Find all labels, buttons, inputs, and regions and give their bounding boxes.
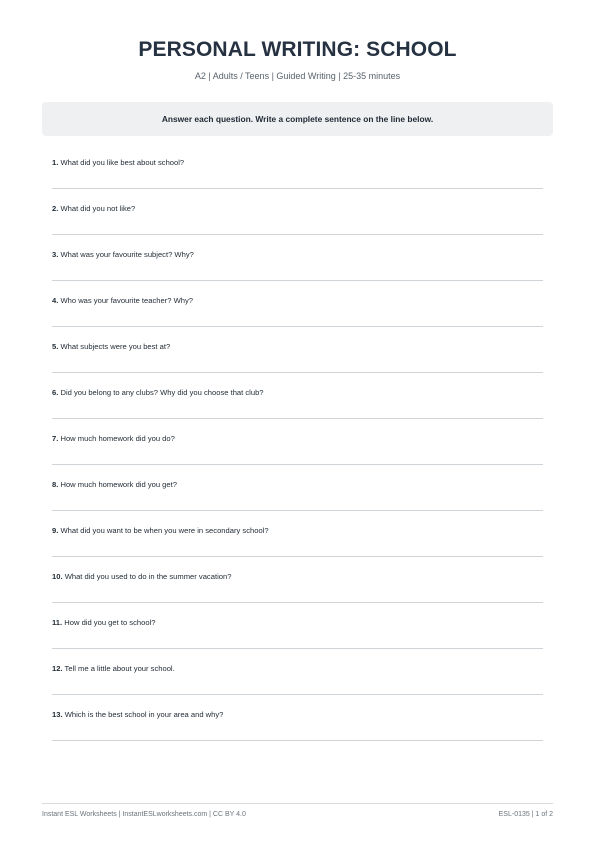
question-number: 9. <box>52 526 59 535</box>
question-prompt: What did you like best about school? <box>60 158 185 167</box>
answer-line[interactable] <box>52 372 543 373</box>
question-text <box>52 572 231 581</box>
question-item <box>52 650 543 696</box>
question-prompt: Who was your favourite teacher? Why? <box>60 296 193 305</box>
question-item <box>52 374 543 420</box>
question-prompt: Did you belong to any clubs? Why did you choose that club? <box>60 388 264 397</box>
question-text <box>52 480 177 489</box>
question-item <box>52 328 543 374</box>
question-prompt: Tell me a little about your school. <box>64 664 175 673</box>
question-item <box>52 190 543 236</box>
question-item <box>52 558 543 604</box>
page-subtitle: A2 | Adults / Teens | Guided Writing | 25-35 minutes <box>194 71 401 81</box>
answer-line[interactable] <box>52 602 543 603</box>
footer-page-info: ESL-0135 | 1 of 2 <box>498 811 553 818</box>
instruction-box <box>42 102 553 136</box>
question-item <box>52 604 543 650</box>
question-item <box>52 696 543 742</box>
question-prompt: What subjects were you best at? <box>60 342 171 351</box>
question-prompt: What did you not like? <box>60 204 136 213</box>
question-text <box>52 664 175 673</box>
question-prompt: What was your favourite subject? Why? <box>60 250 194 259</box>
question-number: 10. <box>52 572 63 581</box>
question-item <box>52 466 543 512</box>
question-number: 12. <box>52 664 63 673</box>
question-item <box>52 420 543 466</box>
question-item <box>52 512 543 558</box>
question-number: 5. <box>52 342 59 351</box>
question-text <box>52 526 269 535</box>
question-text <box>52 250 194 259</box>
question-number: 13. <box>52 710 63 719</box>
question-number: 7. <box>52 434 59 443</box>
question-number: 6. <box>52 388 59 397</box>
question-prompt: Which is the best school in your area and why? <box>64 710 224 719</box>
page-title: PERSONAL WRITING: SCHOOL <box>138 38 457 61</box>
question-number: 4. <box>52 296 59 305</box>
question-prompt: How much homework did you get? <box>60 480 177 489</box>
answer-line[interactable] <box>52 510 543 511</box>
question-item <box>52 144 543 190</box>
question-text <box>52 342 170 351</box>
answer-line[interactable] <box>52 418 543 419</box>
answer-line[interactable] <box>52 326 543 327</box>
question-number: 11. <box>52 618 63 627</box>
question-text <box>52 158 184 167</box>
question-number: 8. <box>52 480 59 489</box>
footer-divider <box>42 803 553 804</box>
question-text <box>52 618 155 627</box>
question-item <box>52 236 543 282</box>
question-prompt: What did you want to be when you were in secondary school? <box>60 526 269 535</box>
question-prompt: What did you used to do in the summer vacation? <box>64 572 232 581</box>
answer-line[interactable] <box>52 556 543 557</box>
question-text <box>52 296 193 305</box>
answer-line[interactable] <box>52 740 543 741</box>
question-prompt: How did you get to school? <box>64 618 156 627</box>
footer-credit: Instant ESL Worksheets | InstantESLworksheets.com | CC BY 4.0 <box>42 811 246 818</box>
question-prompt: How much homework did you do? <box>60 434 175 443</box>
answer-line[interactable] <box>52 694 543 695</box>
question-item <box>52 282 543 328</box>
question-number: 1. <box>52 158 59 167</box>
answer-line[interactable] <box>52 234 543 235</box>
answer-line[interactable] <box>52 280 543 281</box>
question-text <box>52 710 223 719</box>
answer-line[interactable] <box>52 188 543 189</box>
question-text <box>52 388 264 397</box>
question-number: 3. <box>52 250 59 259</box>
instruction-text: Answer each question. Write a complete sentence on the line below. <box>161 114 434 124</box>
answer-line[interactable] <box>52 648 543 649</box>
question-list <box>52 144 543 742</box>
answer-line[interactable] <box>52 464 543 465</box>
question-text <box>52 434 175 443</box>
question-text <box>52 204 135 213</box>
question-number: 2. <box>52 204 59 213</box>
